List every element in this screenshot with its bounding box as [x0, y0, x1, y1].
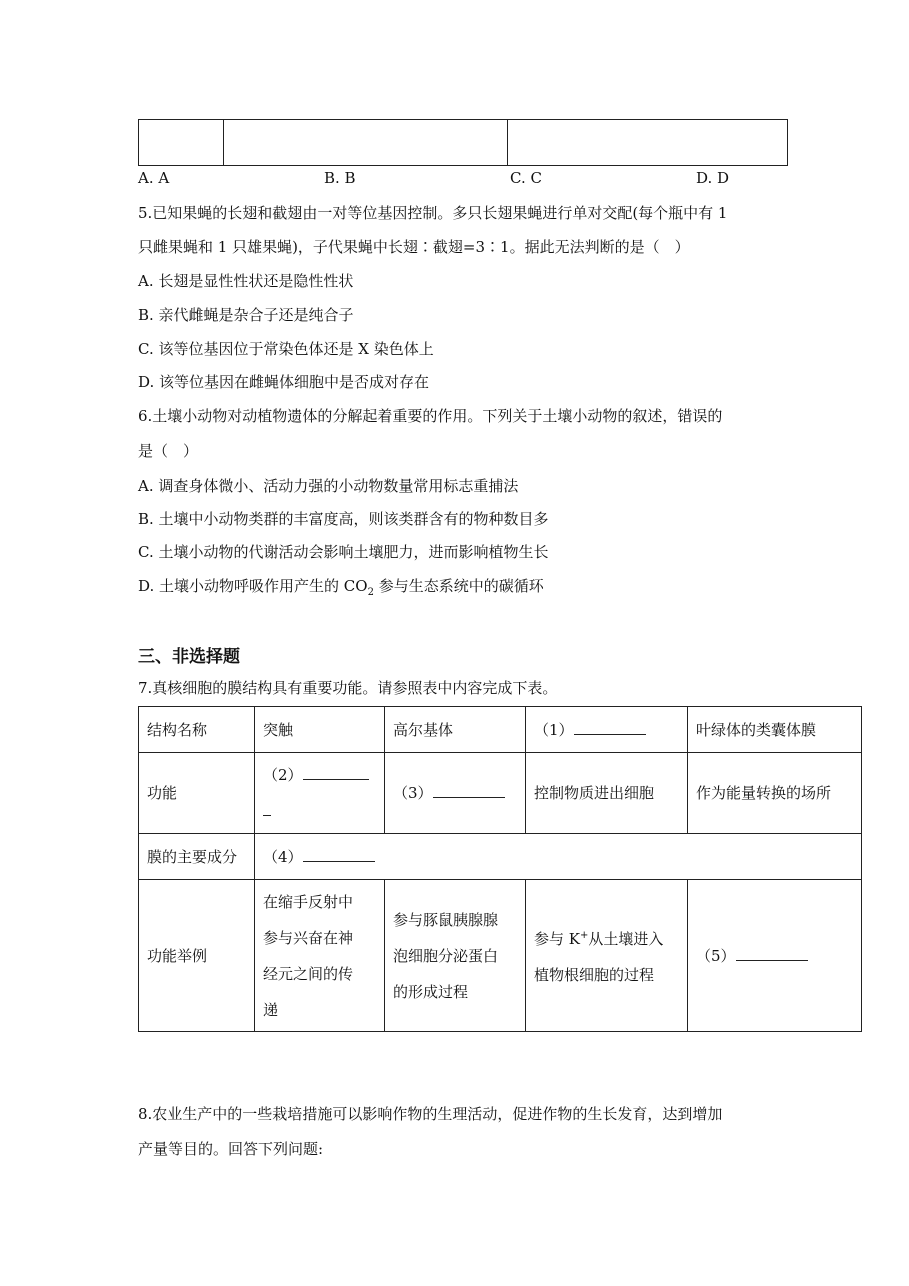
table-cell: [255, 753, 385, 834]
q7-stem: 7.真核细胞的膜结构具有重要功能。请参照表中内容完成下表。: [138, 679, 558, 697]
table-cell: [526, 880, 688, 1032]
q6-option-d-text: D. 土壤小动物呼吸作用产生的 CO: [138, 577, 368, 595]
table-cell: [688, 880, 862, 1032]
membrane-structure-table: [138, 706, 862, 1032]
q8-line2: 产量等目的。回答下列问题:: [138, 1140, 324, 1158]
table-cell: 功能举例: [139, 880, 255, 1032]
q5-option-d: D. 该等位基因在雌蝇体细胞中是否成对存在: [138, 373, 430, 391]
answer-blank-5[interactable]: [736, 946, 808, 961]
q6-option-a: A. 调查身体微小、活动力强的小动物数量常用标志重捕法: [138, 477, 519, 495]
q5-stem-line1: 5.已知果蝇的长翅和截翅由一对等位基因控制。多只长翅果蝇进行单对交配(每个瓶中有 1: [138, 204, 728, 222]
q6-option-d-text-end: 参与生态系统中的碳循环: [373, 577, 544, 595]
cell-line: 递: [263, 1000, 279, 1019]
cell-line: 参与豚鼠胰腺腺: [393, 910, 499, 929]
q6-option-d-subscript: 2: [367, 587, 374, 598]
answer-blank-2[interactable]: [303, 765, 369, 780]
blank-number: （3）: [393, 784, 433, 802]
superscript: +: [579, 930, 589, 941]
blank-number: （4）: [263, 847, 303, 866]
cell-text: 参与 K: [534, 930, 580, 948]
cell-line: 经元之间的传: [263, 964, 354, 983]
cell-line: [534, 918, 679, 957]
table-cell: 突触: [255, 707, 385, 753]
table-cell: [385, 753, 526, 834]
answer-blank-3[interactable]: [433, 783, 505, 798]
q5-option-b: B. 亲代雌蝇是杂合子还是纯合子: [138, 306, 354, 324]
q6-option-d: [138, 576, 544, 603]
table-cell: 功能: [139, 753, 255, 834]
cell-line: 泡细胞分泌蛋白: [393, 946, 499, 965]
cell-text: 从土壤进入: [588, 930, 664, 948]
table-cell: 高尔基体: [385, 707, 526, 753]
top-option-d: D. D: [696, 169, 730, 187]
q5-option-c: C. 该等位基因位于常染色体还是 X 染色体上: [138, 340, 434, 358]
answer-blank-1[interactable]: [574, 720, 646, 735]
answer-blank-4[interactable]: [303, 847, 375, 862]
answer-blank-2-cont[interactable]: [263, 801, 271, 816]
q8-line1: 8.农业生产中的一些栽培措施可以影响作物的生理活动，促进作物的生长发育，达到增加: [138, 1105, 723, 1123]
table-cell: 控制物质进出细胞: [526, 753, 688, 834]
top-table-cell: [508, 120, 788, 166]
q6-option-b: B. 土壤中小动物类群的丰富度高，则该类群含有的物种数目多: [138, 510, 549, 528]
table-row: [139, 753, 862, 834]
q5-option-a: A. 长翅是显性性状还是隐性性状: [138, 272, 354, 290]
section-heading: 三、非选择题: [138, 647, 240, 667]
q6-stem-line1: 6.土壤小动物对动植物遗体的分解起着重要的作用。下列关于土壤小动物的叙述，错误的: [138, 407, 723, 425]
top-partial-table: [138, 119, 788, 166]
top-option-c: C. C: [510, 169, 542, 187]
blank-number: （5）: [696, 946, 736, 965]
table-row: [139, 834, 862, 880]
table-cell: 叶绿体的类囊体膜: [688, 707, 862, 753]
top-option-a: A. A: [138, 169, 170, 187]
table-row: [139, 707, 862, 753]
table-cell: [255, 880, 385, 1032]
cell-line: 的形成过程: [393, 982, 469, 1001]
table-cell: [385, 880, 526, 1032]
blank-number: （2）: [263, 766, 303, 784]
table-row: [139, 880, 862, 1032]
top-option-b: B. B: [324, 169, 356, 187]
table-cell: 结构名称: [139, 707, 255, 753]
q6-stem-line2: 是（ ）: [138, 442, 199, 460]
top-table-cell: [139, 120, 224, 166]
table-cell: 膜的主要成分: [139, 834, 255, 880]
table-cell: 作为能量转换的场所: [688, 753, 862, 834]
q6-option-c: C. 土壤小动物的代谢活动会影响土壤肥力，进而影响植物生长: [138, 543, 549, 561]
table-cell: [526, 707, 688, 753]
blank-number: （1）: [534, 720, 574, 739]
cell-line: 在缩手反射中: [263, 892, 354, 911]
q5-stem-line2: 只雌果蝇和 1 只雄果蝇)，子代果蝇中长翅∶截翅=3∶1。据此无法判断的是（ ）: [138, 238, 690, 256]
cell-line: 植物根细胞的过程: [534, 966, 655, 984]
top-table-cell: [224, 120, 508, 166]
cell-line: 参与兴奋在神: [263, 928, 354, 947]
table-cell: [255, 834, 862, 880]
